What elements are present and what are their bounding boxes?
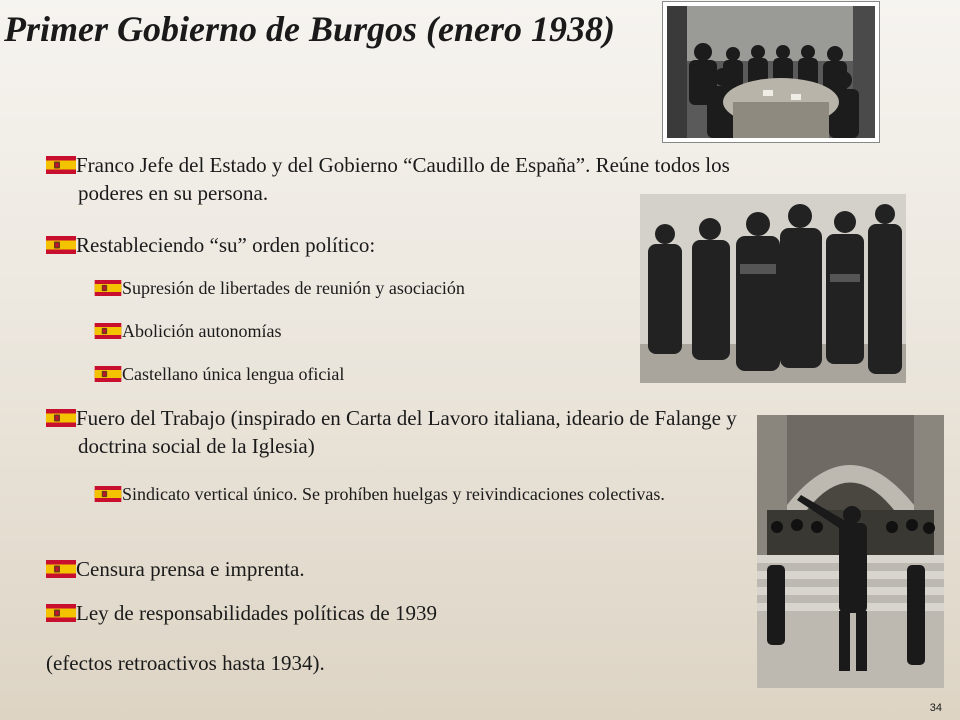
- subbullet-supresion-libertades: [94, 276, 734, 301]
- bullet-text: Abolición autonomías: [122, 321, 282, 341]
- bullet-censura: [46, 555, 756, 583]
- spanish-flag-icon: [46, 604, 76, 622]
- bullet-text: Franco Jefe del Estado y del Gobierno “Caudillo de España”. Reúne todos los poderes en su persona.: [76, 153, 730, 205]
- spanish-flag-icon: [46, 236, 76, 254]
- subbullet-sindicato-vertical: [94, 482, 724, 507]
- spanish-flag-icon: [46, 409, 76, 427]
- spanish-flag-icon: [94, 366, 122, 382]
- slide-number: 34: [929, 702, 942, 714]
- bullet-text: Supresión de libertades de reunión y asociación: [122, 278, 465, 298]
- spanish-flag-icon: [94, 323, 122, 339]
- spanish-flag-icon: [46, 156, 76, 174]
- cathedral-salute-photo: [757, 415, 944, 688]
- bullet-text: Restableciendo “su” orden político:: [76, 233, 376, 257]
- spanish-flag-icon: [46, 560, 76, 578]
- government-meeting-photo: [662, 1, 880, 143]
- bullet-fuero-trabajo: [46, 404, 756, 460]
- bullet-text: Ley de responsabilidades políticas de 1939: [76, 601, 437, 625]
- spanish-flag-icon: [94, 486, 122, 502]
- subbullet-castellano-lengua: [94, 362, 734, 387]
- subbullet-abolicion-autonomias: [94, 319, 734, 344]
- bullet-text: Censura prensa e imprenta.: [76, 557, 305, 581]
- slide-title: Primer Gobierno de Burgos (enero 1938): [4, 9, 615, 49]
- bullet-ley-responsabilidades: [46, 599, 756, 627]
- spanish-flag-icon: [94, 280, 122, 296]
- marching-officers-photo: [640, 194, 906, 383]
- bullet-text: Sindicato vertical único. Se prohíben huelgas y reivindicaciones colectivas.: [122, 484, 665, 504]
- bullet-text: Fuero del Trabajo (inspirado en Carta del Lavoro italiana, ideario de Falange y doctrina social de la Iglesia): [76, 406, 737, 458]
- bullet-text: Castellano única lengua oficial: [122, 364, 345, 384]
- trailing-text: (efectos retroactivos hasta 1934).: [46, 651, 325, 675]
